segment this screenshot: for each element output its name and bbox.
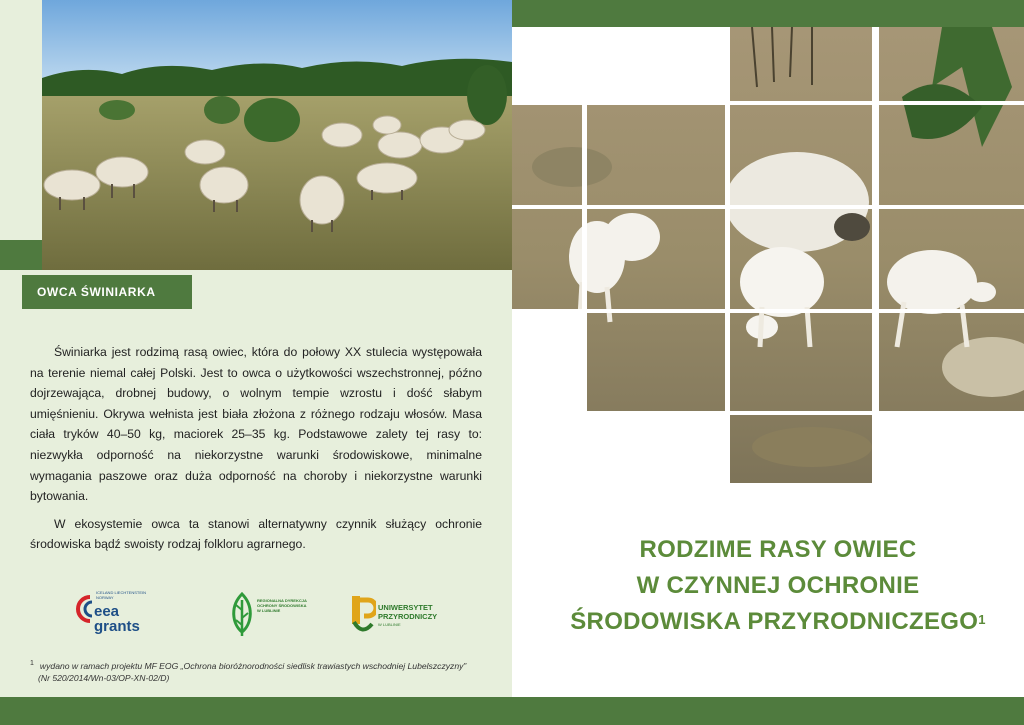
bottom-bar [0, 697, 512, 725]
title-line: W CZYNNEJ OCHRONIE [636, 572, 920, 599]
footnote-line-1: wydano w ramach projektu MF EOG „Ochrona bioróżnorodności siedlisk trawiastych wschodniej Lubelszczyzny” [39, 660, 467, 671]
university-logo [352, 588, 452, 644]
paragraph: Świniarka jest rodzimą rasą owiec, która do połowy XX stulecia występowała na terenie niemal całej Polski. Jest to owca o użytkowości wszechstronnej, późno dojrzewająca, drobnej budowy, o wolnym tempie wzrostu i dość słabym umięśnieniu. Okrywa wełnista jest biała złożona z różnego rodzaju włosów. Masa ciała tryków 40–50 kg, maciorek 25–35 kg. Podstawowe zalety tej rasy to: niezwykła odporność na niekorzystne warunki środowiskowe, minimalne wymagania paszowe oraz duża odporność na choroby i niekorzystne warunki bytowania. [30, 345, 482, 504]
university-emblem-icon [352, 596, 376, 636]
title-line: ŚRODOWISKA PRZYRODNICZEGO [570, 608, 979, 635]
cover-title [532, 532, 1024, 640]
lamb-mosaic-illustration [512, 27, 1024, 487]
eea-countries-label: ICELAND LIECHTENSTEIN NORWAY [96, 590, 147, 600]
bottom-bar [512, 697, 1024, 725]
top-bar [512, 0, 1024, 27]
paragraph: W ekosystemie owca ta stanowi alternatywny czynnik służący ochronie środowiska bądź swoisty rodzaj folkloru agrarnego. [30, 516, 482, 552]
grants-word: grants [94, 618, 140, 635]
title-line-with-mark [532, 604, 1024, 640]
eea-grants-logo [76, 588, 156, 644]
article-body [30, 342, 482, 555]
rdos-label: REGIONALNA DYREKCJA OCHRONY ŚRODOWISKA W LUBLINIE [257, 598, 307, 614]
eea-word: eea [94, 603, 120, 620]
footnote-mark: 1 [30, 660, 34, 667]
section-title: OWCA ŚWINIARKA [22, 275, 192, 309]
right-page [512, 0, 1024, 725]
footnote [30, 658, 500, 684]
title-line: RODZIME RASY OWIEC [639, 536, 917, 563]
left-margin-strip [0, 0, 42, 240]
footnote-line-2: (Nr 520/2014/Wn-03/OP-XN-02/D) [38, 672, 170, 683]
leaf-icon [230, 592, 254, 638]
sponsor-logos [70, 588, 470, 648]
rdos-lublin-logo [230, 588, 310, 644]
university-name: UNIWERSYTET PRZYRODNICZY [378, 603, 438, 621]
sheep-flock-photo [42, 0, 512, 270]
university-city: W LUBLINIE [378, 622, 401, 627]
lamb-photo-mosaic [512, 27, 1024, 487]
sheep-flock-illustration [42, 0, 512, 270]
green-accent-block [0, 240, 42, 270]
title-footnote-mark: 1 [978, 612, 986, 627]
